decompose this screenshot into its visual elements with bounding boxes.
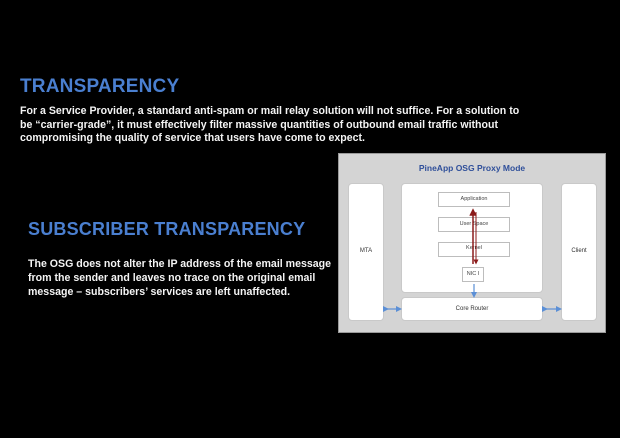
transparency-text: For a Service Provider, a standard anti-spam or mail relay solution will not suffice. For a solution to be “carrier-grade”, it must effectively filter massive quantities of outbound email traffic without compromising the quality of service that users have come to expect.: [20, 105, 520, 144]
client-label: Client: [571, 248, 587, 254]
mta-label: MTA: [359, 248, 373, 254]
user-space-box: User Space: [438, 217, 510, 232]
subscriber-transparency-heading: SUBSCRIBER TRANSPARENCY: [28, 219, 306, 239]
blue-connector-arrows: [386, 284, 559, 309]
red-flow-arrows: [473, 212, 476, 264]
application-box: Application: [438, 192, 510, 207]
transparency-heading: TRANSPARENCY: [20, 76, 180, 97]
proxy-mode-diagram: [338, 153, 606, 333]
diagram-arrows: [339, 154, 607, 334]
kernel-box: Kernel: [438, 242, 510, 257]
nic-box: NIC I: [462, 267, 484, 282]
core-router-label: Core Router: [455, 306, 489, 312]
subscriber-transparency-text: The OSG does not alter the IP address of the email message from the sender and leaves no trace on the original email message – subscribers’ services are left unaffected.: [28, 258, 331, 298]
diagram-title: PineApp OSG Proxy Mode: [418, 163, 526, 173]
